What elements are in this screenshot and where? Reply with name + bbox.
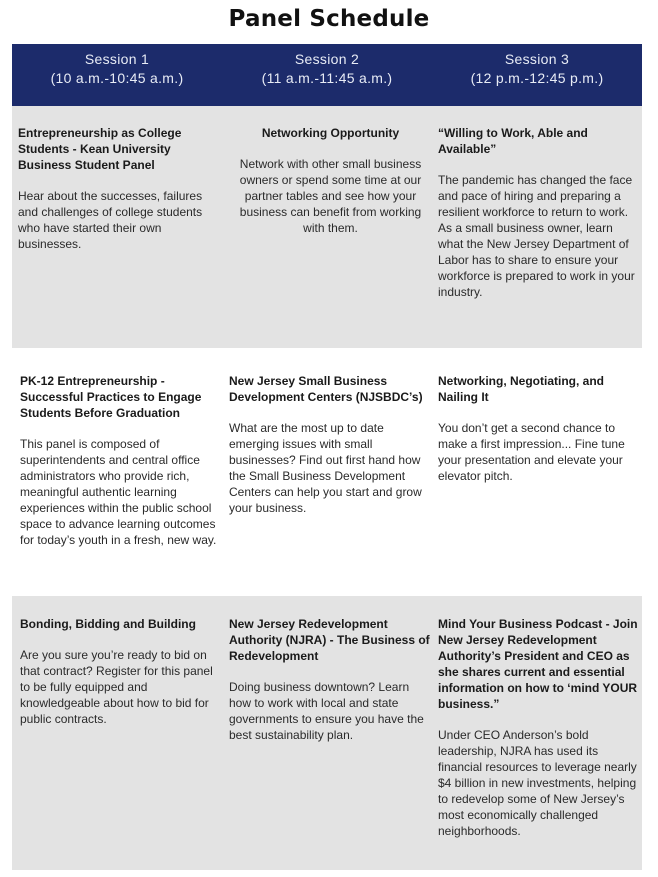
panel-description: Network with other small business owners or spend some time at our partner tables and see how your business can benefit from working with them. xyxy=(239,157,422,235)
schedule-cell xyxy=(225,348,434,596)
session-header xyxy=(12,44,642,106)
panel-title: Networking, Negotiating, and Nailing It xyxy=(438,374,605,404)
schedule-cell xyxy=(12,596,225,870)
panel-title: New Jersey Redevelopment Authority (NJRA) - The Business of Redevelopment xyxy=(229,617,430,663)
schedule-cell xyxy=(12,348,225,596)
schedule-cell xyxy=(434,348,642,596)
panel-title: New Jersey Small Business Development Centers (NJSBDC’s) xyxy=(229,374,423,404)
session-3-time: (12 p.m.-12:45 p.m.) xyxy=(470,70,604,86)
panel-description: You don’t get a second chance to make a first impression... Fine tune your presentation and elevate your elevator pitch. xyxy=(438,421,625,483)
panel-description: This panel is composed of superintendents and central office administrators who provide rich, meaningful authentic learning experiences within the public school space to advance learning outcomes for today’s youth in a fresh, new way. xyxy=(20,437,217,547)
session-3-header xyxy=(432,44,642,106)
schedule-cell xyxy=(434,106,642,348)
panel-description: What are the most up to date emerging issues with small businesses? Find out first hand how the Small Business Development Centers can help you start and grow your business. xyxy=(229,421,422,515)
panel-title: Networking Opportunity xyxy=(261,126,400,140)
session-3-name: Session 3 xyxy=(504,51,570,67)
panel-description: Hear about the successes, failures and challenges of college students who have started their own businesses. xyxy=(18,189,203,251)
schedule-cell xyxy=(434,596,642,870)
schedule-row-2 xyxy=(12,348,642,596)
session-1-time: (10 a.m.-10:45 a.m.) xyxy=(50,70,184,86)
session-1-name: Session 1 xyxy=(84,51,150,67)
panel-title: “Willing to Work, Able and Available” xyxy=(438,126,588,156)
session-2-time: (11 a.m.-11:45 a.m.) xyxy=(261,70,393,86)
session-2-name: Session 2 xyxy=(294,51,360,67)
schedule-row-3 xyxy=(12,596,642,870)
panel-description: Are you sure you’re ready to bid on that contract? Register for this panel to be fully equipped and knowledgeable about how to bid for public contracts. xyxy=(20,648,213,726)
session-1-header xyxy=(12,44,222,106)
panel-title: Entrepreneurship as College Students - Kean University Business Student Panel xyxy=(18,126,182,172)
panel-title: Mind Your Business Podcast - Join New Jersey Redevelopment Authority’s President and CEO as she shares current and essential information on how to ‘mind YOUR business.” xyxy=(438,617,638,711)
panel-description: Under CEO Anderson’s bold leadership, NJRA has used its financial resources to leverage nearly $4 billion in new investments, helping to redevelop some of New Jersey’s most economically challenged neighborhoods. xyxy=(438,728,637,838)
schedule-cell xyxy=(225,596,434,870)
page-title: Panel Schedule xyxy=(228,6,430,32)
panel-description: Doing business downtown? Learn how to work with local and state governments to ensure you have the best sustainability plan. xyxy=(229,680,424,742)
panel-title: PK-12 Entrepreneurship - Successful Practices to Engage Students Before Graduation xyxy=(20,374,202,420)
panel-title: Bonding, Bidding and Building xyxy=(20,617,196,631)
schedule-row-1 xyxy=(12,106,642,348)
panel-description: The pandemic has changed the face and pace of hiring and preparing a resilient workforce to return to work. As a small business owner, learn what the New Jersey Department of Labor has to share to ensure your workforce is prepared to work in your industry. xyxy=(438,173,635,299)
schedule-cell xyxy=(12,106,225,348)
schedule-cell xyxy=(225,106,434,348)
session-2-header xyxy=(222,44,432,106)
